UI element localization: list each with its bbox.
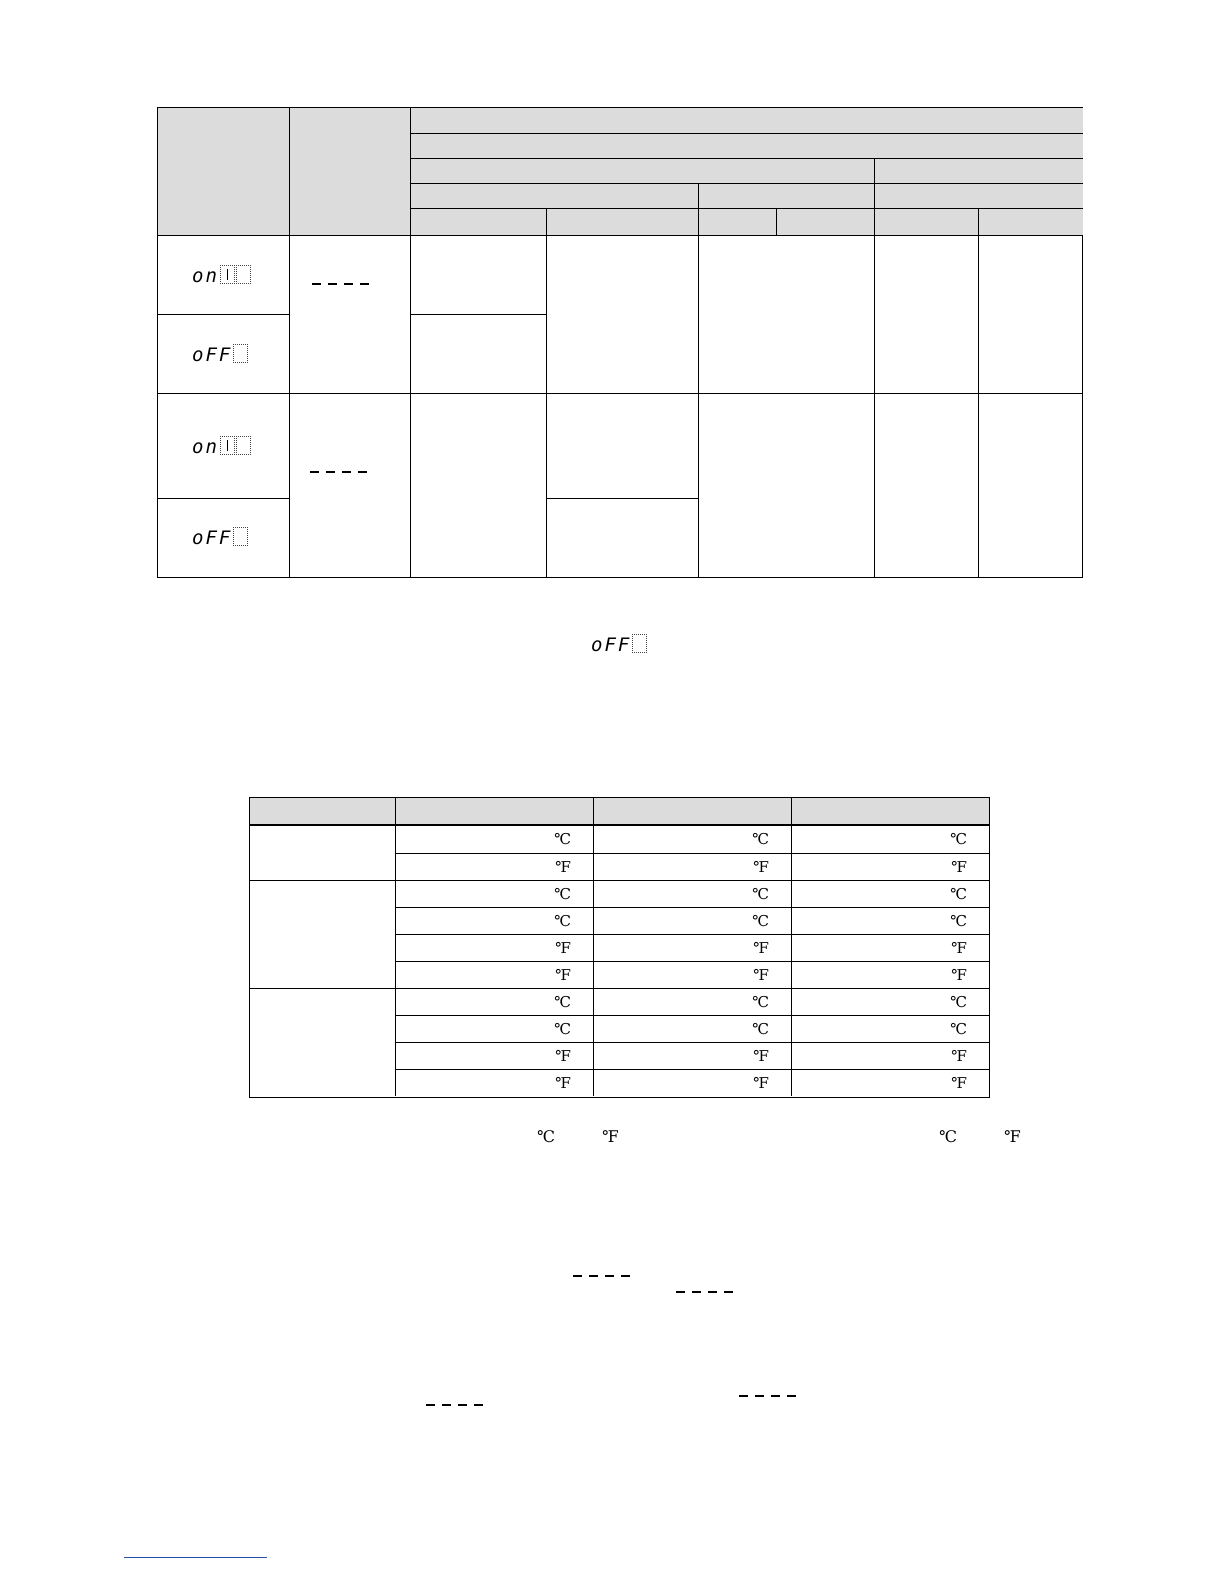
- unit-note-fahrenheit-2: ℉: [1004, 1127, 1021, 1146]
- unit-note-fahrenheit-1: ℉: [602, 1127, 619, 1146]
- unit-symbol: ℉: [753, 966, 769, 984]
- unit-cell: [791, 1069, 989, 1096]
- unit-symbol: ℉: [753, 858, 769, 876]
- dash-display: [573, 1265, 637, 1284]
- unit-cell: [395, 907, 593, 934]
- unit-symbol: ℃: [950, 993, 967, 1011]
- unit-cell: [593, 853, 791, 880]
- dash-display: [426, 1394, 490, 1413]
- header-row-5-a: [410, 208, 546, 235]
- header-col-2: [289, 108, 410, 235]
- setting-table: [157, 107, 1083, 578]
- header-row-1: [410, 108, 1083, 133]
- unit-cell: [791, 1042, 989, 1069]
- unit-cell: [395, 1042, 593, 1069]
- unit-symbol: ℉: [951, 966, 967, 984]
- unit-symbol: ℃: [554, 885, 571, 903]
- unit-cell: [395, 988, 593, 1015]
- group2-col4-a: [546, 393, 698, 498]
- header-col-1: [158, 108, 289, 235]
- unit-cell: [791, 853, 989, 880]
- unit-cell: [791, 934, 989, 961]
- unit-cell: [395, 826, 593, 853]
- unit-group-1: [250, 826, 395, 880]
- unit-cell: [791, 880, 989, 907]
- unit-symbol: ℃: [554, 830, 571, 848]
- unit-cell: [395, 1069, 593, 1096]
- unit-cell: [791, 907, 989, 934]
- unit-symbol: ℉: [951, 1074, 967, 1092]
- group1-col4: [546, 235, 698, 393]
- group1-col3-a: [410, 235, 546, 314]
- footer-link[interactable]: [124, 1557, 267, 1558]
- seg-display-off: oFF: [192, 527, 248, 548]
- unit-symbol: ℃: [554, 912, 571, 930]
- unit-group-3: [250, 988, 395, 1097]
- unit-symbol: ℃: [554, 1020, 571, 1038]
- header-row-2: [410, 133, 1083, 158]
- header-row-3-a: [410, 158, 874, 183]
- header-row-4-b: [698, 183, 874, 208]
- header-row-5-b: [546, 208, 698, 235]
- unit-cell: [791, 988, 989, 1015]
- unit-cell: [593, 1069, 791, 1096]
- unit-symbol: ℉: [555, 939, 571, 957]
- header-row-4-c: [874, 183, 1083, 208]
- unit-symbol: ℃: [752, 885, 769, 903]
- dash-display: [310, 461, 374, 480]
- unit-note-celsius-1: ℃: [537, 1127, 555, 1146]
- unit-symbol: ℉: [555, 1074, 571, 1092]
- seg-box-blank: [632, 634, 647, 653]
- unit-cell: [593, 1042, 791, 1069]
- header-row-5-e: [874, 208, 978, 235]
- group1-col7: [978, 235, 1083, 393]
- seg-display-on: on: [192, 265, 251, 286]
- group2-col7: [978, 393, 1083, 577]
- unit-symbol: ℉: [753, 1047, 769, 1065]
- seg-box-one: [220, 265, 235, 284]
- unit-cell: [593, 934, 791, 961]
- unit-symbol: ℉: [951, 939, 967, 957]
- unit-symbol: ℉: [555, 1047, 571, 1065]
- unit-cell: [593, 880, 791, 907]
- dash-display: [312, 273, 376, 292]
- group1-col2: [289, 235, 410, 393]
- seg-box-one: [220, 436, 235, 455]
- unit-table-header-2: [395, 798, 593, 826]
- header-row-4-a: [410, 183, 698, 208]
- unit-symbol: ℃: [752, 912, 769, 930]
- group2-col2: [289, 393, 410, 577]
- unit-cell: [593, 907, 791, 934]
- unit-symbol: ℃: [752, 830, 769, 848]
- seg-box-blank: [236, 265, 251, 284]
- unit-cell: [593, 1015, 791, 1042]
- group2-col6: [874, 393, 978, 577]
- unit-symbol: ℃: [752, 993, 769, 1011]
- seg-box-blank: [233, 344, 248, 363]
- unit-symbol: ℉: [951, 858, 967, 876]
- unit-symbol: ℉: [753, 939, 769, 957]
- unit-symbol: ℃: [554, 993, 571, 1011]
- unit-note-celsius-2: ℃: [939, 1127, 957, 1146]
- unit-cell: [791, 961, 989, 988]
- seg-display-on: on: [192, 436, 251, 457]
- group2-col3: [410, 393, 546, 577]
- unit-cell: [791, 826, 989, 853]
- header-row-5-c: [698, 208, 776, 235]
- unit-cell: [791, 1015, 989, 1042]
- unit-symbol: ℃: [950, 885, 967, 903]
- unit-cell: [593, 961, 791, 988]
- unit-symbol: ℉: [951, 1047, 967, 1065]
- header-row-5-f: [978, 208, 1083, 235]
- seg-display-off: oFF: [192, 344, 248, 365]
- unit-table-header-1: [250, 798, 395, 826]
- unit-cell: [395, 880, 593, 907]
- group2-col5: [698, 393, 874, 577]
- header-row-5-d: [776, 208, 874, 235]
- header-row-3-b: [874, 158, 1083, 183]
- unit-symbol: ℉: [555, 966, 571, 984]
- group1-col6: [874, 235, 978, 393]
- group1-col5: [698, 235, 874, 393]
- unit-group-2: [250, 880, 395, 988]
- unit-symbol: ℉: [753, 1074, 769, 1092]
- unit-cell: [395, 853, 593, 880]
- unit-cell: [593, 826, 791, 853]
- unit-symbol: ℃: [950, 830, 967, 848]
- group1-col3-b: [410, 314, 546, 393]
- inline-seg-display-off: oFF: [591, 634, 647, 655]
- unit-cell: [395, 1015, 593, 1042]
- dash-display: [739, 1385, 803, 1404]
- unit-symbol: ℃: [950, 1020, 967, 1038]
- dash-display: [676, 1281, 740, 1300]
- unit-cell: [395, 934, 593, 961]
- seg-box-blank: [236, 436, 251, 455]
- unit-cell: [593, 988, 791, 1015]
- unit-table-header-3: [593, 798, 791, 826]
- unit-symbol: ℃: [950, 912, 967, 930]
- unit-table-header-4: [791, 798, 989, 826]
- unit-symbol: ℉: [555, 858, 571, 876]
- seg-box-blank: [233, 527, 248, 546]
- unit-table: [249, 797, 990, 1098]
- unit-cell: [395, 961, 593, 988]
- group2-col4-b: [546, 498, 698, 577]
- unit-symbol: ℃: [752, 1020, 769, 1038]
